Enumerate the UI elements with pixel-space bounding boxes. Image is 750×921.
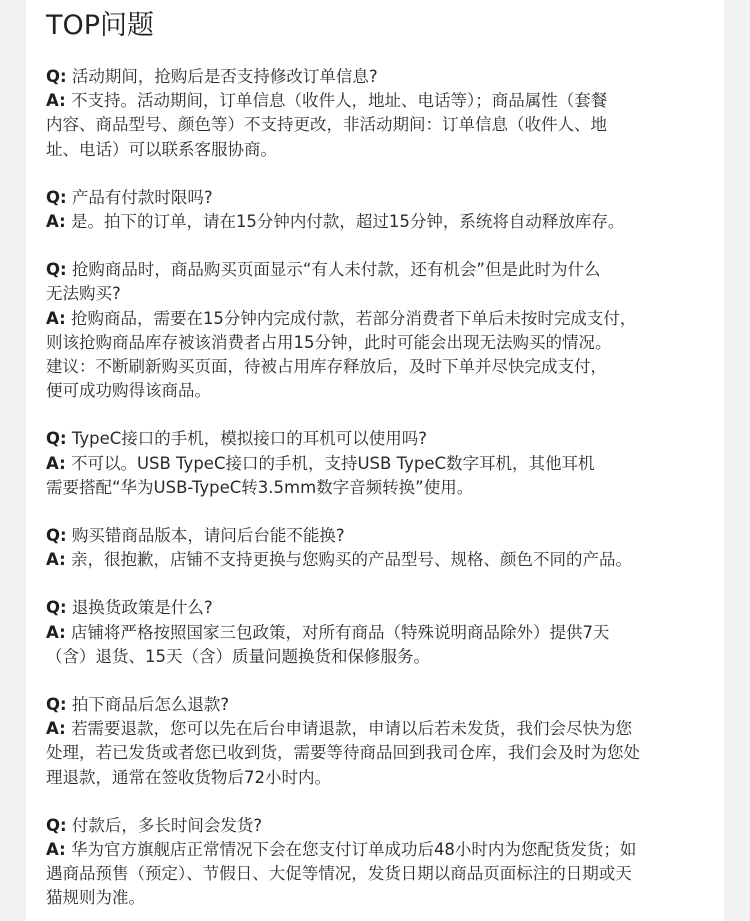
answer-label: A: <box>46 453 66 473</box>
answer-line <box>46 452 724 476</box>
answer-text: 店铺将严格按照国家三包政策，对所有商品（特殊说明商品除外）提供7天 <box>70 622 610 642</box>
answer-line: 理退款，通常在签收货物后72小时内。 <box>46 767 331 787</box>
answer-line <box>46 548 724 572</box>
question-text: 退换货政策是什么? <box>71 598 213 618</box>
question-text: 活动期间，抢购后是否支持修改订单信息? <box>71 67 378 86</box>
answer-line: 便可成功购得该商品。 <box>46 381 211 401</box>
question-label: Q: <box>46 815 67 835</box>
answer-line: 处理，若已发货或者您已收到货，需要等待商品回到我司仓库，我们会及时为您处 <box>46 743 640 763</box>
answer-label: A: <box>46 308 66 328</box>
question-label: Q: <box>46 187 67 207</box>
question-text: 抢购商品时，商品购买页面显示“有人未付款，还有机会”但是此时为什么 <box>71 260 601 280</box>
faq-item <box>46 186 724 234</box>
answer-text: 不支持。活动期间，订单信息（收件人，地址、电话等）；商品属性（套餐 <box>70 91 608 111</box>
answer-label: A: <box>46 840 66 860</box>
question <box>46 65 724 89</box>
faq-item <box>46 258 724 403</box>
answer-line: 需要搭配“华为USB-TypeC转3.5mm数字音频转换”使用。 <box>46 477 474 497</box>
answer-line: 址、电话）可以联系客服协商。 <box>46 139 277 159</box>
answer-text: 若需要退款，您可以先在后台申请退款，申请以后若未发货，我们会尽快为您 <box>70 719 632 739</box>
answer-line: （含）退货、15天（含）质量问题换货和保修服务。 <box>46 646 430 666</box>
answer-text: 不可以。USB TypeC接口的手机，支持USB TypeC数字耳机，其他耳机 <box>70 453 595 473</box>
page-title: TOP问题 <box>46 10 155 41</box>
question <box>46 258 724 282</box>
faq-item <box>46 814 724 911</box>
answer-line <box>46 89 724 113</box>
answer-line <box>46 307 724 331</box>
answer-line: 则该抢购商品库存被该消费者占用15分钟，此时可能会出现无法购买的情况。 <box>46 332 612 352</box>
answer-label: A: <box>46 91 66 111</box>
faq-list <box>46 65 724 911</box>
answer-line <box>46 210 724 234</box>
question <box>46 427 724 451</box>
answer-line: 遇商品预售（预定）、节假日、大促等情况，发货日期以商品页面标注的日期或天 <box>46 864 632 884</box>
answer-line: 建议：不断刷新购买页面，待被占用库存释放后，及时下单并尽快完成支付， <box>46 357 607 377</box>
question-text: TypeC接口的手机，模拟接口的耳机可以使用吗? <box>71 429 428 449</box>
question-label: Q: <box>46 526 67 546</box>
question <box>46 693 724 717</box>
answer-label: A: <box>46 212 66 232</box>
faq-item <box>46 693 724 790</box>
faq-item <box>46 65 724 162</box>
answer-text: 华为官方旗舰店正常情况下会在您支付订单成功后48小时内为您配货发货；如 <box>70 840 637 860</box>
question-label: Q: <box>46 695 67 715</box>
question-label: Q: <box>46 598 67 618</box>
question <box>46 524 724 548</box>
answer-text: 抢购商品，需要在15分钟内完成付款，若部分消费者下单后未按时完成支付， <box>70 308 637 328</box>
answer-label: A: <box>46 622 66 642</box>
question-text: 购买错商品版本，请问后台能不能换? <box>71 526 345 546</box>
answer-text: 是。拍下的订单，请在15分钟内付款，超过15分钟，系统将自动释放库存。 <box>70 212 625 232</box>
faq-page <box>26 0 724 921</box>
answer-line <box>46 717 724 741</box>
answer-line: 内容、商品型号、颜色等）不支持更改，非活动期间：订单信息（收件人、地 <box>46 115 607 135</box>
faq-item <box>46 596 724 669</box>
answer-line <box>46 621 724 645</box>
question-line: 无法购买? <box>46 284 121 304</box>
question-label: Q: <box>46 67 67 86</box>
question-text: 拍下商品后怎么退款? <box>71 695 230 715</box>
question-text: 产品有付款时限吗? <box>71 187 213 207</box>
answer-line <box>46 838 724 862</box>
answer-line: 猫规则为准。 <box>46 888 145 908</box>
question-text: 付款后，多长时间会发货? <box>71 815 263 835</box>
faq-item <box>46 524 724 572</box>
answer-label: A: <box>46 719 66 739</box>
question <box>46 596 724 620</box>
question <box>46 186 724 210</box>
answer-text: 亲，很抱歉，店铺不支持更换与您购买的产品型号、规格、颜色不同的产品。 <box>70 550 632 570</box>
question <box>46 814 724 838</box>
question-label: Q: <box>46 429 67 449</box>
question-label: Q: <box>46 260 67 280</box>
faq-item <box>46 427 724 500</box>
answer-label: A: <box>46 550 66 570</box>
